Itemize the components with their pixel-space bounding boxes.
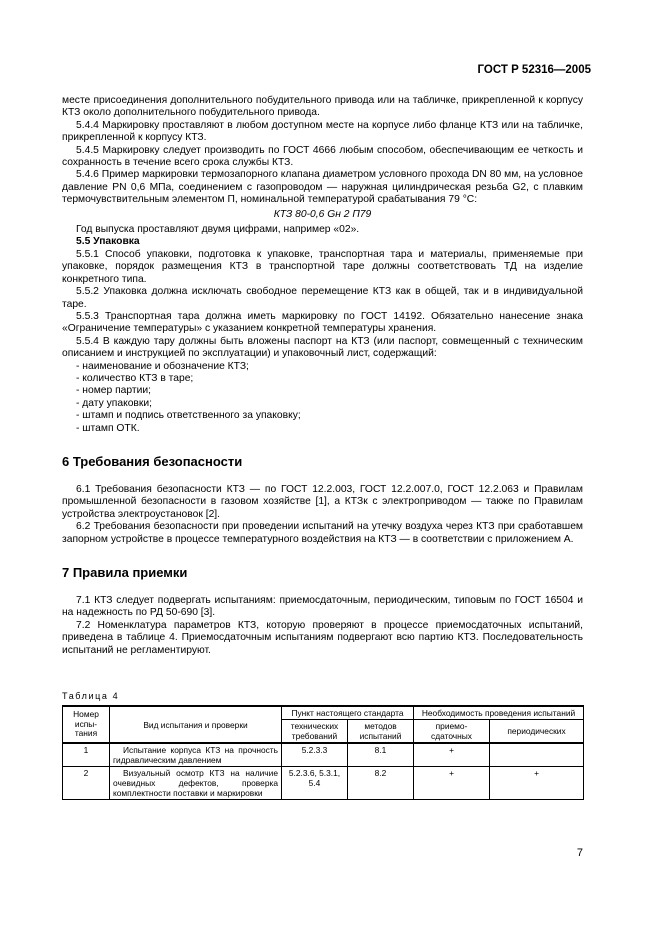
list-item: - наименование и обозначение КТЗ; (76, 360, 249, 372)
body-text (62, 95, 583, 657)
list-item: - количество КТЗ в таре; (76, 372, 194, 384)
table-row (63, 767, 584, 800)
paragraph-7-2: 7.2 Номенклатура параметров КТЗ, которую проверяют в процессе приемосдаточных испытаний, приведена в таблице 4. Приемосдаточным испытаниям подвергают всю партию КТЗ. Последовательность испытаний не регламентируют. (62, 619, 583, 656)
list-item: - штамп и подпись ответственного за упаковку; (76, 410, 301, 422)
document-header: ГОСТ Р 52316—2005 (477, 64, 591, 76)
header-tech-requirements: технических требований (282, 720, 348, 744)
paragraph-6-2: 6.2 Требования безопасности при проведении испытаний на утечку воздуха через КТЗ при сработавшем запорном устройстве в процессе температурного воздействия на КТЗ — в соответствии с приложением А. (62, 521, 583, 545)
page-number: 7 (576, 847, 583, 859)
header-test-kind: Вид испытания и проверки (110, 706, 282, 743)
cell-tech-clause: 5.2.3.3 (282, 743, 348, 767)
header-standard-clause: Пункт настоящего стандарта (282, 706, 414, 720)
paragraph-5-5-2: 5.5.2 Упаковка должна исключать свободное перемещение КТЗ как в общей, так и в индивидуальной таре. (62, 286, 583, 310)
cell-acceptance: + (414, 743, 490, 767)
list-item: - штамп ОТК. (76, 422, 140, 434)
packing-list (62, 361, 583, 435)
cell-method-clause: 8.1 (348, 743, 414, 767)
cell-method-clause: 8.2 (348, 767, 414, 800)
paragraph-5-4-4: 5.4.4 Маркировку проставляют в любом доступном месте на корпусе либо фланце КТЗ или на табличке, прикрепленной к корпусу КТЗ. (62, 119, 583, 144)
cell-number: 2 (63, 767, 110, 800)
marking-example: КТЗ 80-0,6 Gн 2 П79 (273, 208, 372, 220)
section-heading-7: 7 Правила приемки (62, 565, 188, 580)
section-heading-6: 6 Требования безопасности (62, 453, 243, 469)
header-test-necessity: Необходимость проведения испытаний (414, 706, 584, 720)
paragraph-5-5-4: 5.5.4 В каждую тару должны быть вложены паспорт на КТЗ (или паспорт, совмещенный с техническим описанием и инструкцией по эксплуатации) и упаковочный лист, содержащий: (62, 335, 583, 360)
paragraph-5-5-1: 5.5.1 Способ упаковки, подготовка к упаковке, транспортная тара и материалы, применяемые при упаковке, порядок размещения КТЗ в транспортной таре должны соответствовать ТД на изделие конкретного типа. (62, 248, 583, 285)
header-test-methods: методов испытаний (348, 720, 414, 744)
paragraph-5-4-5: 5.4.5 Маркировку следует производить по ГОСТ 4666 любым способом, обеспечивающим ее четкость и сохранность в течение всего срока службы КТЗ. (62, 144, 583, 169)
paragraph-5-5-3: 5.5.3 Транспортная тара должна иметь маркировку по ГОСТ 14192. Обязательно нанесение знака «Ограничение температуры» с указанием конкретной температуры хранения. (62, 310, 583, 335)
cell-description: Визуальный осмотр КТЗ на наличие очевидных дефектов, проверка комплектности поставки и маркировки (110, 767, 282, 800)
heading-5-5: 5.5 Упаковка (76, 236, 140, 248)
cell-periodic (490, 743, 584, 767)
paragraph-continuation: месте присоединения дополнительного побудительного привода или на табличке, прикрепленной к корпусу КТЗ около дополнительного побудительного привода. (62, 95, 583, 119)
header-test-number: Номер испы- тания (63, 706, 110, 743)
cell-tech-clause: 5.2.3.6, 5.3.1, 5.4 (282, 767, 348, 800)
header-periodic: периодических (490, 720, 584, 744)
cell-periodic: + (490, 767, 584, 800)
table-4 (62, 705, 584, 800)
cell-number: 1 (63, 743, 110, 767)
paragraph-6-1: 6.1 Требования безопасности КТЗ — по ГОСТ 12.2.003, ГОСТ 12.2.007.0, ГОСТ 12.2.063 и Правилам промышленной безопасности в газовом хозяйстве [1], а КТЗк с электроприводом — также по Правилам устройства электроустановок [2]. (62, 483, 583, 520)
paragraph-year: Год выпуска проставляют двумя цифрами, например «02». (76, 224, 360, 236)
cell-description: Испытание корпуса КТЗ на прочность гидравлическим давлением (110, 743, 282, 767)
list-item: - дату упаковки; (76, 397, 153, 409)
header-acceptance: приемо- сдаточных (414, 720, 490, 744)
table-caption: Таблица 4 (62, 691, 120, 701)
table-header-row (63, 706, 584, 720)
list-item: - номер партии; (76, 385, 151, 397)
paragraph-7-1: 7.1 КТЗ следует подвергать испытаниям: приемосдаточным, периодическим, типовым по ГОСТ 16504 и на надежность по РД 50-690 [3]. (62, 595, 583, 619)
paragraph-5-4-6: 5.4.6 Пример маркировки термозапорного клапана диаметром условного прохода DN 80 мм, на условное давление PN 0,6 МПа, соединением с газопроводом — наружная цилиндрическая резьба G2, с плавким термочувствительным элементом П, номинальной температурой срабатывания 79 °С: (62, 169, 583, 206)
cell-acceptance: + (414, 767, 490, 800)
table-row (63, 743, 584, 767)
